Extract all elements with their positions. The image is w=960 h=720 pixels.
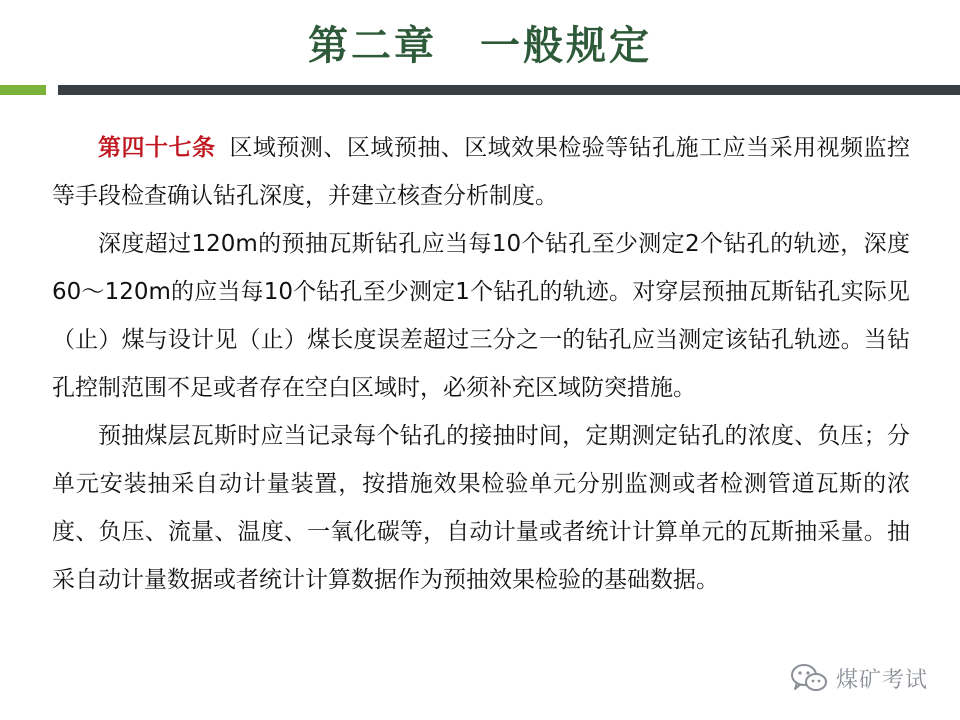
paragraph-text: 深度超过120m的预抽瓦斯钻孔应当每10个钻孔至少测定2个钻孔的轨迹，深度60～120m的应当每10个钻孔至少测定1个钻孔的轨迹。对穿层预抽瓦斯钻孔实际见（止）煤与设计见（止）煤长度误差超过三分之一的钻孔应当测定该钻孔轨迹。当钻孔控制范围不足或者存在空白区域时，必须补充区域防突措施。 <box>52 231 910 401</box>
article-paragraph-3 <box>52 412 910 604</box>
watermark <box>790 660 928 696</box>
watermark-text: 煤矿考试 <box>835 667 928 693</box>
article-paragraph-1 <box>52 124 910 220</box>
title-divider <box>0 85 960 95</box>
article-number: 第四十七条 <box>98 134 216 161</box>
paragraph-text: 预抽煤层瓦斯时应当记录每个钻孔的接抽时间，定期测定钻孔的浓度、负压；分单元安装抽采自动计量装置，按措施效果检验单元分别监测或者检测管道瓦斯的浓度、负压、流量、温度、一氧化碳等，自动计量或者统计计算单元的瓦斯抽采量。抽采自动计量数据或者统计计算数据作为预抽效果检验的基础数据。 <box>52 423 910 593</box>
paragraph-text: 区域预测、区域预抽、区域效果检验等钻孔施工应当采用视频监控等手段检查确认钻孔深度，并建立核查分析制度。 <box>52 135 911 209</box>
title-divider-accent <box>0 85 46 95</box>
slide-title: 第二章 一般规定 <box>308 22 652 69</box>
article-paragraph-2 <box>52 220 910 412</box>
wechat-icon <box>790 663 828 693</box>
title-divider-bar <box>58 85 960 95</box>
article-body <box>52 124 910 604</box>
